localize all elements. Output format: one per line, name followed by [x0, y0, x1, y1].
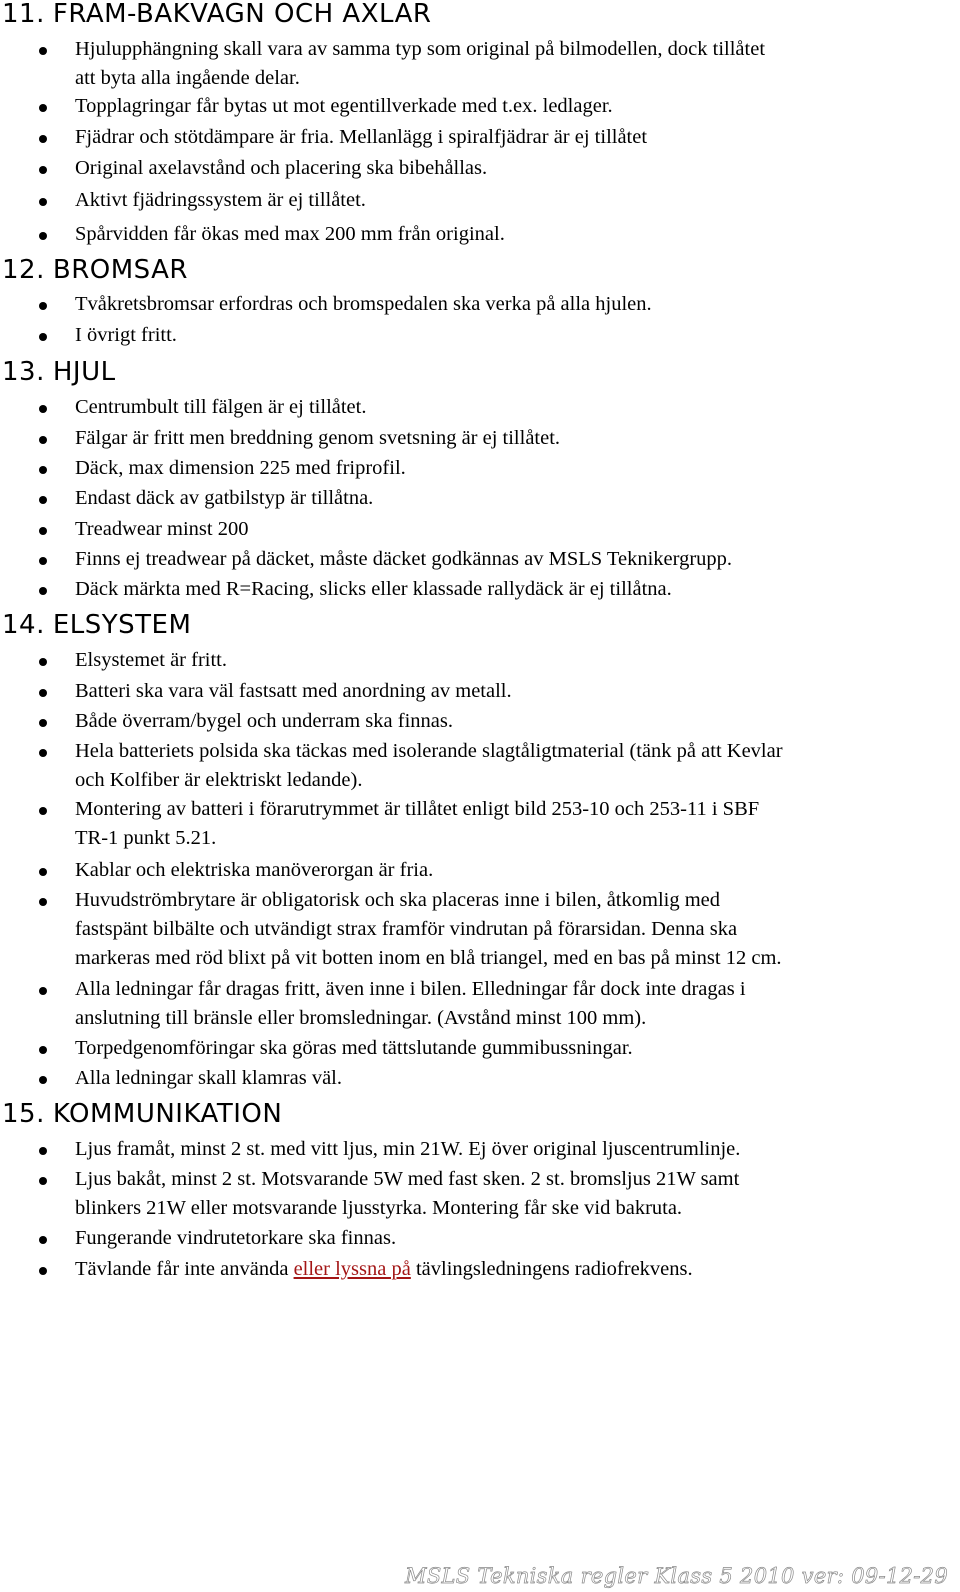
section-title: FRAM-BAKVAGN OCH AXLAR [52, 0, 432, 29]
bullet-icon [39, 868, 47, 876]
list-item-text: Torpedgenomföringar ska göras med tättslutande gummibussningar. [75, 1037, 633, 1059]
section-number: 14. [2, 610, 45, 640]
bullet-icon [39, 333, 47, 341]
list-item-text: Fjädrar och stötdämpare är fria. Mellanlägg i spiralfjädrar är ej tillåtet [75, 126, 648, 148]
bullet-icon [39, 689, 47, 697]
list-item-text: Däck, max dimension 225 med friprofil. [75, 457, 406, 479]
section-title: KOMMUNIKATION [52, 1099, 283, 1129]
section-number: 12. [2, 255, 45, 285]
section-heading [2, 0, 431, 30]
list-item-text: Däck märkta med R=Racing, slicks eller klassade rallydäck är ej tillåtna. [75, 578, 672, 600]
list-item-text: Fungerande vindrutetorkare ska finnas. [75, 1227, 397, 1249]
bullet-icon [39, 1046, 47, 1054]
list-item-text: Treadwear minst 200 [75, 518, 249, 540]
inline-link[interactable]: eller lyssna på [293, 1258, 411, 1280]
list-item-text: Alla ledningar får dragas fritt, även inne i bilen. Elledningar får dock inte dragas i anslutning till bränsle eller bromsledningar. (Avstånd minst 100 mm). [75, 978, 746, 1029]
list-item-text: Kablar och elektriska manöverorgan är fria. [75, 859, 434, 881]
list-item-text: Alla ledningar skall klamras väl. [75, 1067, 342, 1089]
bullet-icon [39, 1267, 47, 1275]
section-number: 11. [2, 0, 45, 29]
list-item-text: Spårvidden får ökas med max 200 mm från original. [75, 223, 505, 245]
list-item-text: Batteri ska vara väl fastsatt med anordning av metall. [75, 680, 512, 702]
list-item-text [75, 1255, 950, 1284]
bullet-icon [39, 807, 47, 815]
bullet-icon [39, 232, 47, 240]
bullet-icon [39, 1147, 47, 1155]
bullet-icon [39, 1177, 47, 1185]
bullet-icon [39, 166, 47, 174]
bullet-icon [39, 987, 47, 995]
bullet-icon [39, 436, 47, 444]
section-title: ELSYSTEM [52, 610, 192, 640]
list-item-text: I övrigt fritt. [75, 324, 177, 346]
list-item-text: Elsystemet är fritt. [75, 649, 227, 671]
list-item-text: Hela batteriets polsida ska täckas med isolerande slagtåligtmaterial (tänk på att Kevlar och Kolfiber är elektriskt ledande). [75, 740, 783, 791]
list-item-text: Tvåkretsbromsar erfordras och bromspedalen ska verka på alla hjulen. [75, 293, 652, 315]
list-item-text: Hjulupphängning skall vara av samma typ som original på bilmodellen, dock tillåtet att byta alla ingående delar. [75, 38, 766, 89]
section-heading [2, 254, 188, 286]
section-heading [2, 1098, 282, 1130]
list-item-text: Aktivt fjädringssystem är ej tillåtet. [75, 189, 366, 211]
section-heading [2, 609, 191, 641]
bullet-icon [39, 302, 47, 310]
text-after-link: tävlingsledningens radiofrekvens. [410, 1258, 693, 1280]
bullet-icon [39, 1236, 47, 1244]
bullet-icon [39, 198, 47, 206]
list-item-text: Huvudströmbrytare är obligatorisk och ska placeras inne i bilen, åtkomlig med fastspänt bilbälte och utvändigt strax framför vindrutan på förarsidan. Denna ska markeras med röd blixt på vit botten inom en blå triangel, med en bas på minst 12 cm. [75, 889, 782, 969]
bullet-icon [39, 658, 47, 666]
list-item-text: Endast däck av gatbilstyp är tillåtna. [75, 487, 374, 509]
text-before-link: Tävlande får inte använda [75, 1258, 294, 1280]
bullet-icon [39, 466, 47, 474]
bullet-icon [39, 719, 47, 727]
list-item-text: Centrumbult till fälgen är ej tillåtet. [75, 396, 367, 418]
bullet-icon [39, 496, 47, 504]
bullet-icon [39, 135, 47, 143]
bullet-icon [39, 557, 47, 565]
section-title: BROMSAR [52, 255, 188, 285]
bullet-icon [39, 749, 47, 757]
bullet-icon [39, 898, 47, 906]
bullet-icon [39, 587, 47, 595]
section-number: 13. [2, 357, 45, 387]
section-title: HJUL [52, 357, 116, 387]
list-item-text: Både överram/bygel och underram ska finnas. [75, 710, 453, 732]
section-heading [2, 356, 116, 388]
bullet-icon [39, 527, 47, 535]
page-footer: MSLS Tekniska regler Klass 5 2010 ver: 09-12-29 [405, 1564, 948, 1588]
bullet-icon [39, 1076, 47, 1084]
list-item-text: Ljus bakåt, minst 2 st. Motsvarande 5W med fast sken. 2 st. bromsljus 21W samt blinkers 21W eller motsvarande ljusstyrka. Montering får ske vid bakruta. [75, 1168, 740, 1219]
list-item-text: Original axelavstånd och placering ska bibehållas. [75, 157, 488, 179]
section-number: 15. [2, 1099, 45, 1129]
list-item-text: Fälgar är fritt men breddning genom svetsning är ej tillåtet. [75, 427, 561, 449]
bullet-icon [39, 104, 47, 112]
bullet-icon [39, 47, 47, 55]
bullet-icon [39, 405, 47, 413]
list-item-text: Finns ej treadwear på däcket, måste däcket godkännas av MSLS Teknikergrupp. [75, 548, 733, 570]
list-item-text: Topplagringar får bytas ut mot egentillverkade med t.ex. ledlager. [75, 95, 613, 117]
list-item-text: Ljus framåt, minst 2 st. med vitt ljus, min 21W. Ej över original ljuscentrumlinje. [75, 1138, 741, 1160]
list-item-text: Montering av batteri i förarutrymmet är tillåtet enligt bild 253-10 och 253-11 i SBF TR-1 punkt 5.21. [75, 798, 760, 849]
